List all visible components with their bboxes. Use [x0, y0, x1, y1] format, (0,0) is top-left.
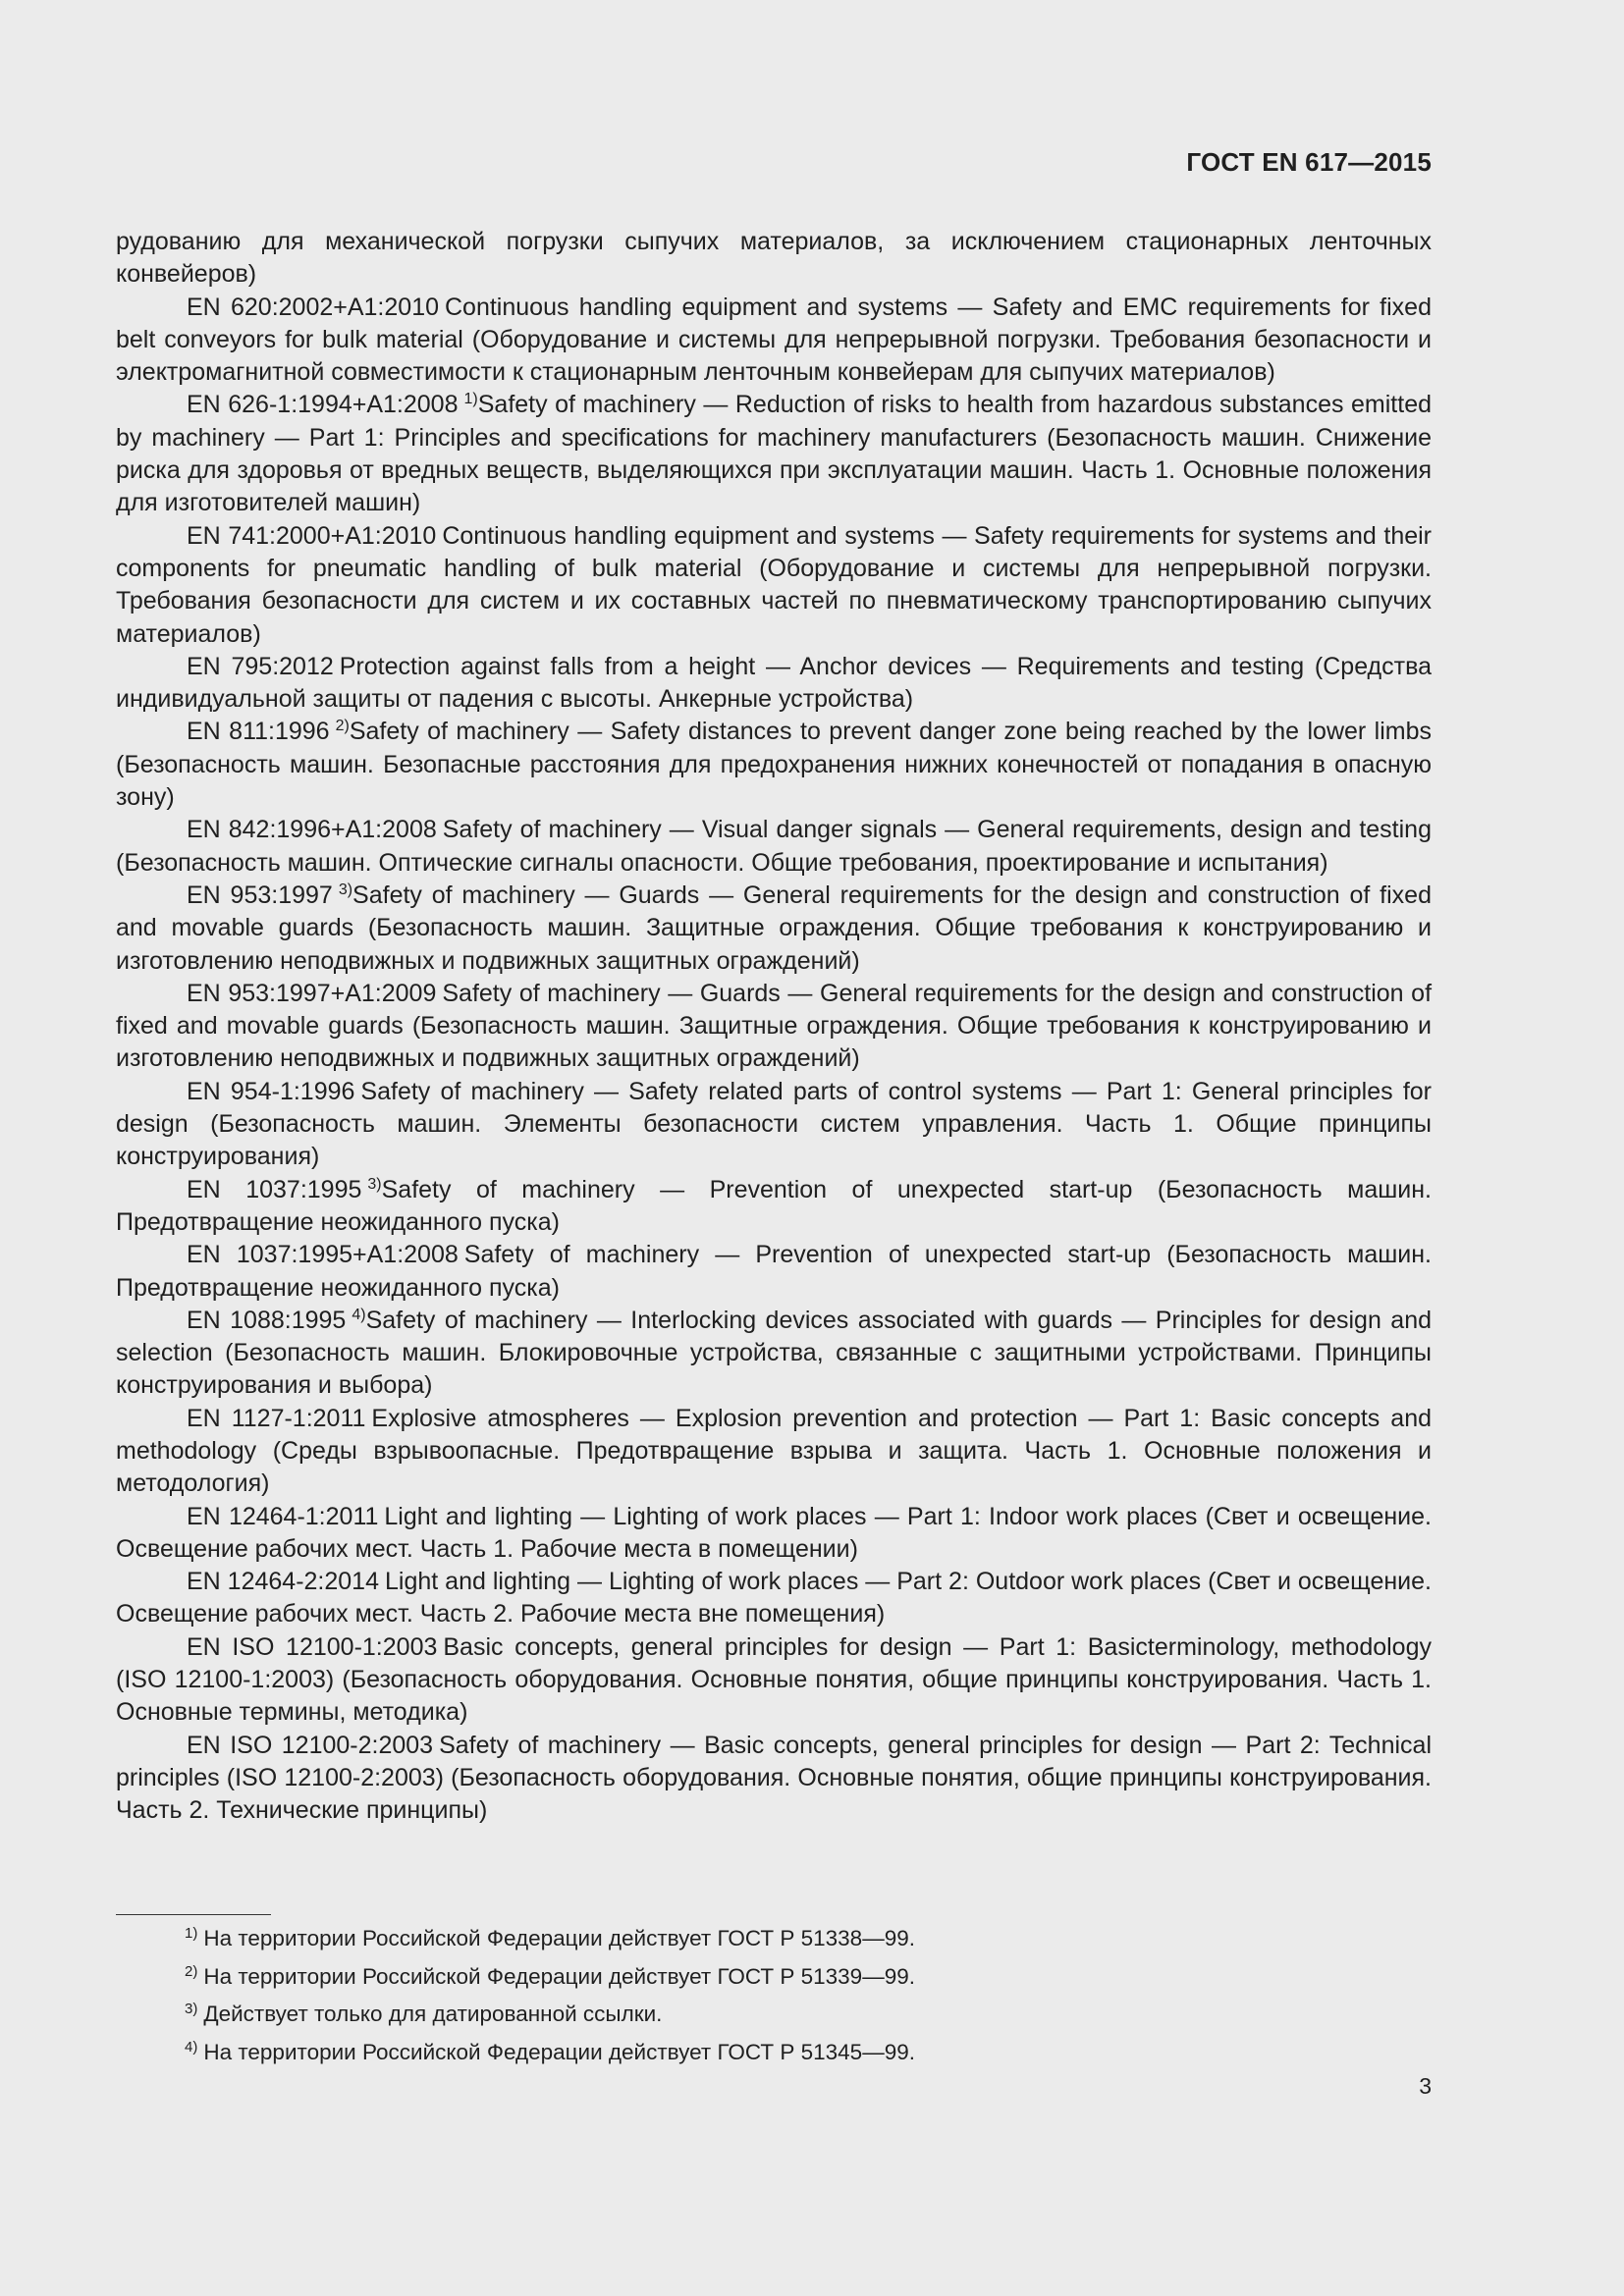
- footnotes: [185, 1920, 915, 2071]
- reference-entry: [116, 1239, 1432, 1305]
- footnote-divider: [116, 1914, 271, 1915]
- reference-title: Light and lighting — Lighting of work places — Part 2: Outdoor work places (Свет и освещение. Освещение рабочих мест. Часть 2. Рабочие места вне помещения): [116, 1568, 1432, 1629]
- reference-code: EN 1037:1995+A1:2008: [187, 1241, 459, 1269]
- reference-entry: [116, 520, 1432, 651]
- reference-entry: [116, 716, 1432, 814]
- reference-title: Continuous handling equipment and systems — Safety requirements for systems and their components for pneumatic handling of bulk material (Оборудование и системы для непрерывной погрузки. Требования безопасности для систем и их составных частей по пневматическому транспортированию сыпучих материалов): [116, 521, 1433, 648]
- footnote-item: [185, 1958, 915, 1997]
- reference-entry: [116, 880, 1432, 978]
- footnote-item: [185, 1996, 915, 2034]
- reference-code: EN 842:1996+A1:2008: [187, 816, 437, 844]
- reference-title: Protection against falls from a height — Anchor devices — Requirements and testing (Средства индивидуальной защиты от падения с высоты. Анкерные устройства): [116, 652, 1432, 714]
- reference-list: [116, 292, 1432, 1828]
- reference-title: Safety of machinery — Guards — General requirements for the design and construction of fixed and movable guards (Безопасность машин. Защитные ограждения. Общие требования к конструированию и изготовлению неподвижных и подвижных защитных ограждений): [116, 979, 1433, 1073]
- reference-code: EN 1127-1:2011: [187, 1404, 366, 1432]
- reference-code: EN 811:1996: [187, 718, 330, 746]
- reference-title: Continuous handling equipment and systems — Safety and EMC requirements for fixed belt conveyors for bulk material (Оборудование и системы для непрерывной погрузки. Требования безопасности и электромагнитной совместимости к стационарным ленточным конвейерам для сыпучих материалов): [116, 293, 1432, 387]
- reference-entry: [116, 389, 1432, 519]
- reference-title: Safety of machinery — Prevention of unexpected start-up (Безопасность машин. Предотвращение неожиданного пуска): [116, 1175, 1432, 1236]
- reference-title: Light and lighting — Lighting of work places — Part 1: Indoor work places (Свет и освещение. Освещение рабочих мест. Часть 1. Рабочие места в помещении): [116, 1502, 1433, 1563]
- reference-code: EN 626-1:1994+A1:2008: [187, 391, 459, 419]
- footnote-marker: 1): [463, 391, 478, 408]
- reference-title: Safety of machinery — Basic concepts, general principles for design — Part 2: Technical principles (ISO 12100-2:2003) (Безопасность оборудования. Основные понятия, общие принципы конструирования. Часть 2. Технические принципы): [116, 1731, 1432, 1825]
- footnote-marker: 3): [338, 881, 353, 898]
- reference-entry: [116, 1566, 1432, 1631]
- reference-code: EN 741:2000+A1:2010: [187, 521, 437, 550]
- reference-title: Safety of machinery — Visual danger signals — General requirements, design and testing (Безопасность машин. Оптические сигналы опасности. Общие требования, проектирование и испытания): [116, 816, 1432, 877]
- reference-code: EN 954-1:1996: [187, 1077, 355, 1105]
- reference-code: EN 1088:1995: [187, 1306, 347, 1334]
- reference-code: EN 953:1997: [187, 881, 333, 909]
- reference-code: EN 12464-1:2011: [187, 1502, 379, 1530]
- reference-code: EN 795:2012: [187, 652, 334, 680]
- reference-title: Safety of machinery — Safety related parts of control systems — Part 1: General principles for design (Безопасность машин. Элементы безопасности систем управления. Часть 1. Общие принципы конструирования): [116, 1077, 1432, 1171]
- reference-entry: [116, 651, 1432, 717]
- reference-entry: [116, 1403, 1432, 1501]
- reference-entry: [116, 1174, 1432, 1240]
- footnote-text: Действует только для датированной ссылки.: [203, 2002, 663, 2026]
- reference-entry: [116, 1076, 1432, 1174]
- footnote-mark: 4): [185, 2038, 198, 2056]
- footnote-item: [185, 1920, 915, 1958]
- reference-title: Safety of machinery — Interlocking devices associated with guards — Principles for design and selection (Безопасность машин. Блокировочные устройства, связанные с защитными устройствами. Принципы конструирования и выбора): [116, 1306, 1432, 1400]
- reference-title: Explosive atmospheres — Explosion prevention and protection — Part 1: Basic concepts and methodology (Среды взрывоопасные. Предотвращение взрыва и защита. Часть 1. Основные положения и методология): [116, 1404, 1432, 1498]
- footnote-marker: 2): [335, 718, 350, 735]
- page-number: 3: [1419, 2073, 1432, 2099]
- reference-code: EN ISO 12100-2:2003: [187, 1731, 434, 1759]
- reference-code: EN 620:2002+A1:2010: [187, 293, 439, 321]
- reference-code: EN ISO 12100-1:2003: [187, 1632, 438, 1661]
- reference-code: EN 1037:1995: [187, 1175, 362, 1203]
- reference-entry: [116, 292, 1432, 390]
- reference-title: Safety of machinery — Reduction of risks to health from hazardous substances emitted by machinery — Part 1: Principles and specifications for machinery manufacturers (Безопасность машин. Снижение риска для здоровья от вредных веществ, выделяющихся при эксплуатации машин. Часть 1. Основные положения для изготовителей машин): [116, 391, 1432, 517]
- reference-title: Basic concepts, general principles for design — Part 1: Basicterminology, methodology (ISO 12100-1:2003) (Безопасность оборудования. Основные понятия, общие принципы конструирования. Часть 1. Основные термины, методика): [116, 1632, 1432, 1727]
- footnote-item: [185, 2034, 915, 2072]
- reference-title: Safety of machinery — Guards — General requirements for the design and construction of fixed and movable guards (Безопасность машин. Защитные ограждения. Общие требования к конструированию и изготовлению неподвижных и подвижных защитных ограждений): [116, 881, 1432, 975]
- reference-entry: [116, 1501, 1432, 1567]
- reference-entry: [116, 978, 1432, 1076]
- reference-code: EN 953:1997+A1:2009: [187, 979, 437, 1007]
- footnote-mark: 2): [185, 1962, 198, 1980]
- paragraph-continuation: рудованию для механической погрузки сыпучих материалов, за исключением стационарных ленточных конвейеров): [116, 228, 1432, 289]
- footnote-text: На территории Российской Федерации действует ГОСТ Р 51339—99.: [203, 1963, 915, 1989]
- reference-title: Safety of machinery — Prevention of unexpected start-up (Безопасность машин. Предотвращение неожиданного пуска): [116, 1241, 1432, 1302]
- document-header: ГОСТ EN 617—2015: [1186, 147, 1432, 177]
- normative-references-text: [116, 226, 1432, 1828]
- footnote-mark: 1): [185, 1925, 198, 1942]
- footnote-marker: 4): [352, 1306, 366, 1323]
- reference-entry: [116, 814, 1432, 880]
- reference-code: EN 12464-2:2014: [187, 1568, 379, 1596]
- footnote-text: На территории Российской Федерации действует ГОСТ Р 51338—99.: [203, 1926, 915, 1950]
- reference-entry: [116, 1730, 1432, 1828]
- footnote-marker: 3): [367, 1175, 382, 1193]
- reference-title: Safety of machinery — Safety distances to prevent danger zone being reached by the lower limbs (Безопасность машин. Безопасные расстояния для предохранения нижних конечностей от попадания в опасную зону): [116, 718, 1433, 812]
- footnote-mark: 3): [185, 2001, 198, 2017]
- footnote-text: На территории Российской Федерации действует ГОСТ Р 51345—99.: [203, 2039, 915, 2064]
- reference-entry: [116, 1631, 1432, 1730]
- reference-entry: [116, 1305, 1432, 1403]
